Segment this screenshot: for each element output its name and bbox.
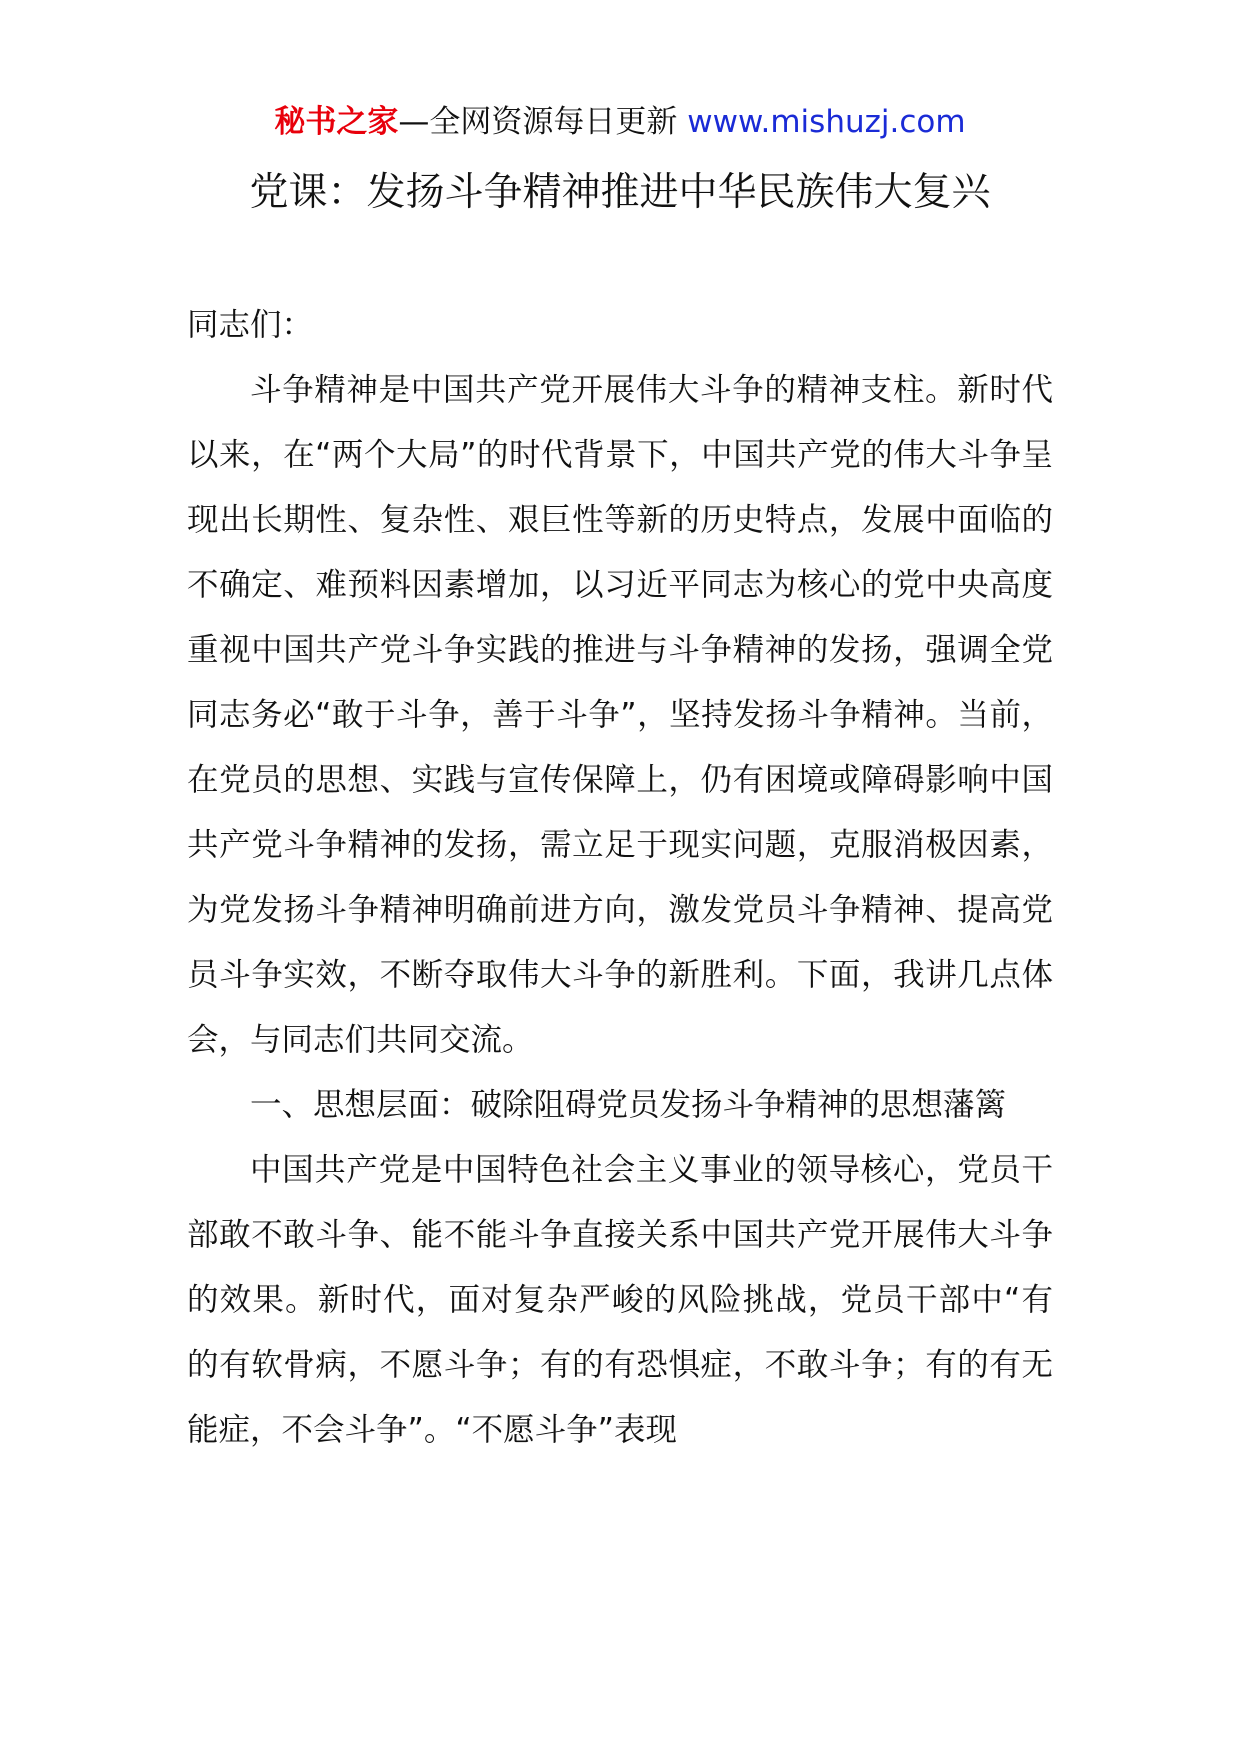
site-header [0, 100, 1240, 144]
paragraph-intro: 斗争精神是中国共产党开展伟大斗争的精神支柱。新时代以来，在“两个大局”的时代背景下，中国共产党的伟大斗争呈现出长期性、复杂性、艰巨性等新的历史特点，发展中面临的不确定、难预料因素增加，以习近平同志为核心的党中央高度重视中国共产党斗争实践的推进与斗争精神的发扬，强调全党同志务必“敢于斗争，善于斗争”，坚持发扬斗争精神。当前，在党员的思想、实践与宣传保障上，仍有困境或障碍影响中国共产党斗争精神的发扬，需立足于现实问题，克服消极因素，为党发扬斗争精神明确前进方向，激发党员斗争精神、提高党员斗争实效，不断夺取伟大斗争的新胜利。下面，我讲几点体会，与同志们共同交流。 [187, 372, 1053, 1058]
site-url-link[interactable]: www.mishuzj.com [687, 104, 966, 140]
section-heading-1: 一、思想层面：破除阻碍党员发扬斗争精神的思想藩篱 [250, 1087, 1007, 1123]
site-brand: 秘书之家 [274, 104, 399, 140]
salutation: 同志们： [187, 307, 314, 343]
site-tagline: —全网资源每日更新 [398, 104, 688, 140]
document-title: 党课：发扬斗争精神推进中华民族伟大复兴 [249, 170, 991, 215]
paragraph-section-1: 中国共产党是中国特色社会主义事业的领导核心，党员干部敢不敢斗争、能不能斗争直接关系中国共产党开展伟大斗争的效果。新时代，面对复杂严峻的风险挑战，党员干部中“有的有软骨病，不愿斗争；有的有恐惧症，不敢斗争；有的有无能症，不会斗争”。“不愿斗争”表现 [187, 1152, 1053, 1448]
document-body [187, 293, 1053, 1463]
